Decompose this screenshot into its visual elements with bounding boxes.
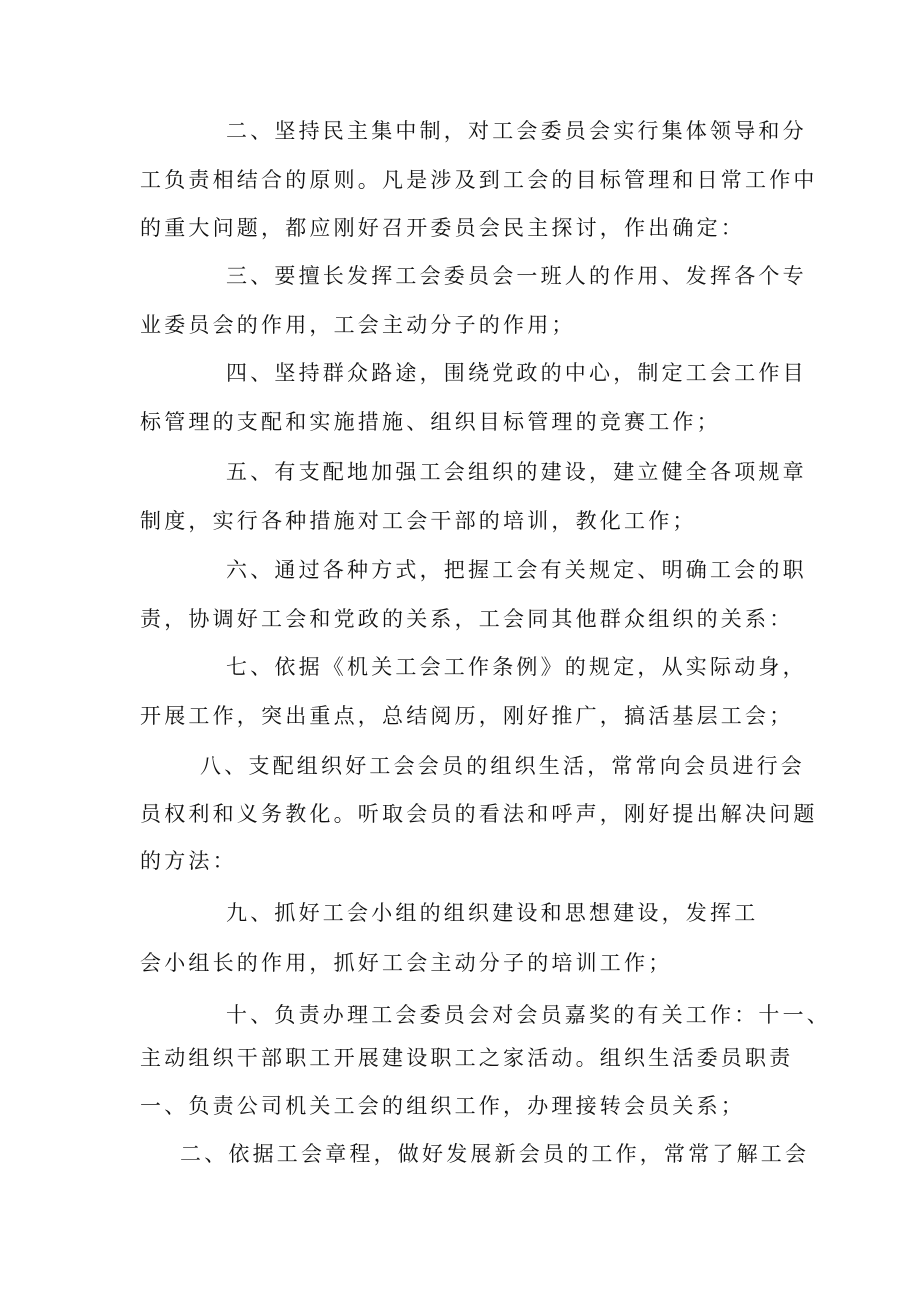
text-line: 五、有支配地加强工会组织的建设，建立健全各项规章 — [226, 460, 807, 484]
text-line: 九、抓好工会小组的组织建设和思想建设，发挥工 — [226, 901, 759, 925]
text-line: 四、坚持群众路途，围绕党政的中心，制定工会工作目 — [226, 361, 807, 385]
text-line: 的方法： — [140, 849, 237, 873]
text-line: 开展工作，突出重点，总结阅历，刚好推广，搞活基层工会； — [140, 704, 794, 728]
text-line: 员权利和义务教化。听取会员的看法和呼声，刚好提出解决问题 — [140, 802, 818, 826]
text-line: 会小组长的作用，抓好工会主动分子的培训工作； — [140, 951, 673, 975]
text-line: 主动组织干部职工开展建设职工之家活动。组织生活委员职责 — [140, 1046, 794, 1070]
text-line: 业委员会的作用，工会主动分子的作用； — [140, 313, 576, 337]
text-line: 的重大问题，都应刚好召开委员会民主探讨，作出确定： — [140, 216, 745, 240]
text-line: 标管理的支配和实施措施、组织目标管理的竞赛工作； — [140, 410, 721, 434]
text-line: 十、负责办理工会委员会对会员嘉奖的有关工作：十一、 — [226, 1003, 831, 1027]
text-line: 三、要擅长发挥工会委员会一班人的作用、发挥各个专 — [226, 264, 807, 288]
text-line: 一、负责公司机关工会的组织工作，办理接转会员关系； — [140, 1094, 745, 1118]
text-line: 制度，实行各种措施对工会干部的培训，教化工作； — [140, 509, 697, 533]
text-line: 二、坚持民主集中制，对工会委员会实行集体领导和分 — [226, 119, 807, 143]
text-line: 七、依据《机关工会工作条例》的规定，从实际动身， — [226, 655, 807, 679]
text-line: 工负责相结合的原则。凡是涉及到工会的目标管理和日常工作中 — [140, 168, 818, 192]
text-line: 八、支配组织好工会会员的组织生活，常常向会员进行会 — [200, 754, 805, 778]
text-line: 责，协调好工会和党政的关系，工会同其他群众组织的关系： — [140, 607, 794, 631]
text-line: 六、通过各种方式，把握工会有关规定、明确工会的职 — [226, 558, 807, 582]
text-line: 二、依据工会章程，做好发展新会员的工作，常常了解工会 — [180, 1142, 810, 1166]
